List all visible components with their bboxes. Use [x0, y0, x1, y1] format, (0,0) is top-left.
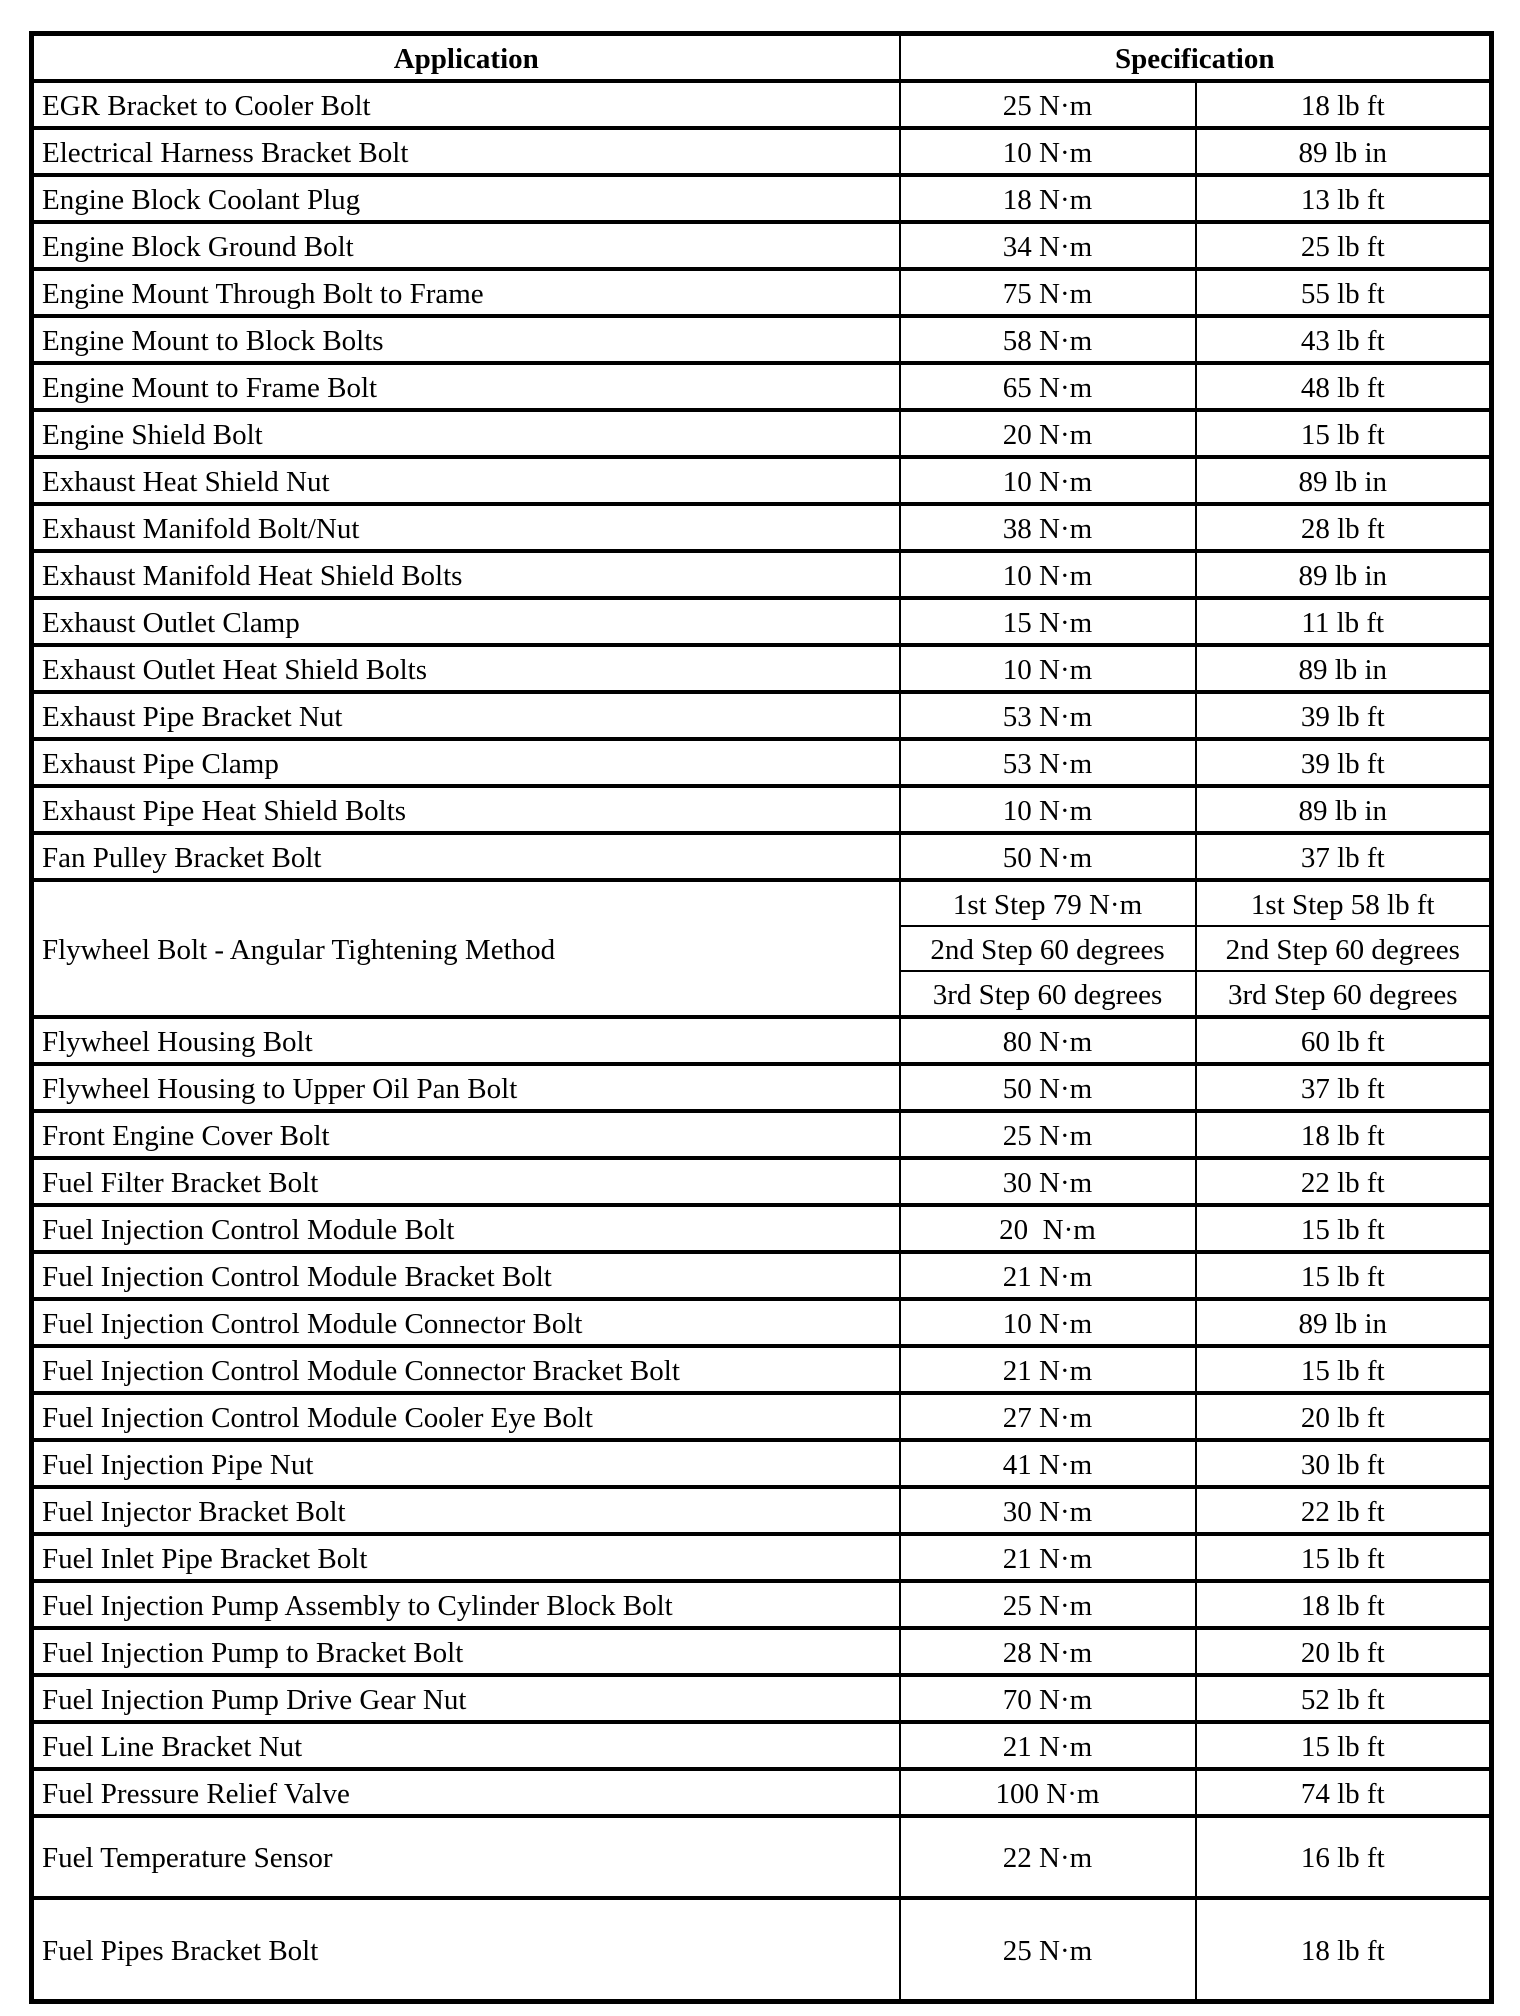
metric-value-cell: 25 N·m [900, 81, 1196, 128]
metric-value-cell: 53 N·m [900, 739, 1196, 786]
table-row [32, 504, 1492, 551]
imperial-value-cell: 89 lb in [1196, 1299, 1492, 1346]
imperial-value-cell: 39 lb ft [1196, 692, 1492, 739]
application-cell: Fuel Inlet Pipe Bracket Bolt [32, 1534, 900, 1581]
header-application: Application [32, 34, 900, 82]
application-cell: Fuel Injection Control Module Cooler Eye Bolt [32, 1393, 900, 1440]
imperial-value-cell: 22 lb ft [1196, 1487, 1492, 1534]
imperial-value-cell: 18 lb ft [1196, 1111, 1492, 1158]
metric-value-cell: 58 N·m [900, 316, 1196, 363]
table-row [32, 410, 1492, 457]
imperial-value-cell: 2nd Step 60 degrees [1196, 926, 1492, 971]
table-body [32, 81, 1492, 2002]
application-cell: EGR Bracket to Cooler Bolt [32, 81, 900, 128]
application-cell: Fuel Filter Bracket Bolt [32, 1158, 900, 1205]
imperial-value-cell: 89 lb in [1196, 457, 1492, 504]
metric-value-cell: 100 N·m [900, 1769, 1196, 1816]
metric-value-cell: 50 N·m [900, 1064, 1196, 1111]
imperial-value-cell: 89 lb in [1196, 128, 1492, 175]
imperial-value-cell: 55 lb ft [1196, 269, 1492, 316]
metric-value-cell: 10 N·m [900, 786, 1196, 833]
metric-value-cell: 2nd Step 60 degrees [900, 926, 1196, 971]
application-cell: Exhaust Outlet Heat Shield Bolts [32, 645, 900, 692]
table-row [32, 316, 1492, 363]
metric-value-cell: 20 N·m [900, 410, 1196, 457]
table-row [32, 1487, 1492, 1534]
table-row [32, 692, 1492, 739]
imperial-value-cell: 15 lb ft [1196, 1205, 1492, 1252]
application-cell: Fuel Injection Control Module Connector Bracket Bolt [32, 1346, 900, 1393]
table-row [32, 222, 1492, 269]
table-row [32, 1722, 1492, 1769]
table-row [32, 1898, 1492, 2002]
imperial-value-cell: 37 lb ft [1196, 833, 1492, 880]
application-cell: Engine Mount to Block Bolts [32, 316, 900, 363]
application-cell: Fuel Injection Pipe Nut [32, 1440, 900, 1487]
application-cell: Fuel Injection Control Module Bolt [32, 1205, 900, 1252]
metric-value-cell: 25 N·m [900, 1111, 1196, 1158]
imperial-value-cell: 20 lb ft [1196, 1628, 1492, 1675]
application-cell: Engine Block Coolant Plug [32, 175, 900, 222]
imperial-value-cell: 11 lb ft [1196, 598, 1492, 645]
metric-value-cell: 80 N·m [900, 1017, 1196, 1064]
imperial-value-cell: 20 lb ft [1196, 1393, 1492, 1440]
application-cell: Fuel Injection Pump to Bracket Bolt [32, 1628, 900, 1675]
table-row [32, 645, 1492, 692]
table-row [32, 1628, 1492, 1675]
metric-value-cell: 10 N·m [900, 551, 1196, 598]
imperial-value-cell: 30 lb ft [1196, 1440, 1492, 1487]
table-row [32, 81, 1492, 128]
table-row [32, 457, 1492, 504]
metric-value-cell: 27 N·m [900, 1393, 1196, 1440]
table-row [32, 1816, 1492, 1898]
imperial-value-cell: 28 lb ft [1196, 504, 1492, 551]
metric-value-cell: 70 N·m [900, 1675, 1196, 1722]
imperial-value-cell: 43 lb ft [1196, 316, 1492, 363]
application-cell: Front Engine Cover Bolt [32, 1111, 900, 1158]
table-row [32, 128, 1492, 175]
imperial-value-cell: 13 lb ft [1196, 175, 1492, 222]
application-cell: Exhaust Heat Shield Nut [32, 457, 900, 504]
table-row [32, 1534, 1492, 1581]
metric-value-cell: 75 N·m [900, 269, 1196, 316]
table-row [32, 1111, 1492, 1158]
table-row [32, 1393, 1492, 1440]
application-cell: Exhaust Pipe Heat Shield Bolts [32, 786, 900, 833]
application-cell: Electrical Harness Bracket Bolt [32, 128, 900, 175]
table-row [32, 1205, 1492, 1252]
application-cell: Exhaust Manifold Heat Shield Bolts [32, 551, 900, 598]
imperial-value-cell: 15 lb ft [1196, 410, 1492, 457]
imperial-value-cell: 89 lb in [1196, 645, 1492, 692]
table-row [32, 1581, 1492, 1628]
imperial-value-cell: 15 lb ft [1196, 1722, 1492, 1769]
application-cell: Exhaust Pipe Clamp [32, 739, 900, 786]
table-row [32, 1064, 1492, 1111]
metric-value-cell: 21 N·m [900, 1722, 1196, 1769]
application-cell: Fuel Line Bracket Nut [32, 1722, 900, 1769]
table-row [32, 833, 1492, 880]
table-header-row [32, 34, 1492, 82]
table-row [32, 598, 1492, 645]
table-row [32, 1158, 1492, 1205]
application-cell: Exhaust Outlet Clamp [32, 598, 900, 645]
imperial-value-cell: 60 lb ft [1196, 1017, 1492, 1064]
imperial-value-cell: 18 lb ft [1196, 1581, 1492, 1628]
application-cell: Flywheel Housing Bolt [32, 1017, 900, 1064]
imperial-value-cell: 89 lb in [1196, 551, 1492, 598]
metric-value-cell: 34 N·m [900, 222, 1196, 269]
application-cell: Fan Pulley Bracket Bolt [32, 833, 900, 880]
table-row-step [32, 880, 1492, 926]
metric-value-cell: 10 N·m [900, 645, 1196, 692]
metric-value-cell: 15 N·m [900, 598, 1196, 645]
metric-value-cell: 53 N·m [900, 692, 1196, 739]
metric-value-cell: 41 N·m [900, 1440, 1196, 1487]
metric-value-cell: 18 N·m [900, 175, 1196, 222]
application-cell: Fuel Temperature Sensor [32, 1816, 900, 1898]
metric-value-cell: 25 N·m [900, 1581, 1196, 1628]
table-row [32, 1346, 1492, 1393]
table-row [32, 1017, 1492, 1064]
metric-value-cell: 25 N·m [900, 1898, 1196, 2002]
application-cell: Engine Shield Bolt [32, 410, 900, 457]
metric-value-cell: 22 N·m [900, 1816, 1196, 1898]
imperial-value-cell: 1st Step 58 lb ft [1196, 880, 1492, 926]
imperial-value-cell: 74 lb ft [1196, 1769, 1492, 1816]
metric-value-cell: 21 N·m [900, 1534, 1196, 1581]
metric-value-cell: 1st Step 79 N·m [900, 880, 1196, 926]
metric-value-cell: 28 N·m [900, 1628, 1196, 1675]
imperial-value-cell: 89 lb in [1196, 786, 1492, 833]
imperial-value-cell: 18 lb ft [1196, 81, 1492, 128]
application-cell: Fuel Pressure Relief Valve [32, 1769, 900, 1816]
table-row [32, 786, 1492, 833]
application-cell: Fuel Injection Control Module Bracket Bolt [32, 1252, 900, 1299]
metric-value-cell: 10 N·m [900, 1299, 1196, 1346]
application-cell: Flywheel Bolt - Angular Tightening Method [32, 880, 900, 1017]
table-row [32, 175, 1492, 222]
imperial-value-cell: 16 lb ft [1196, 1816, 1492, 1898]
table-row [32, 739, 1492, 786]
application-cell: Fuel Pipes Bracket Bolt [32, 1898, 900, 2002]
imperial-value-cell: 22 lb ft [1196, 1158, 1492, 1205]
application-cell: Fuel Injection Pump Assembly to Cylinder Block Bolt [32, 1581, 900, 1628]
application-cell: Engine Block Ground Bolt [32, 222, 900, 269]
metric-value-cell: 20 N·m [900, 1205, 1196, 1252]
imperial-value-cell: 39 lb ft [1196, 739, 1492, 786]
imperial-value-cell: 15 lb ft [1196, 1252, 1492, 1299]
metric-value-cell: 50 N·m [900, 833, 1196, 880]
metric-value-cell: 38 N·m [900, 504, 1196, 551]
metric-value-cell: 21 N·m [900, 1252, 1196, 1299]
application-cell: Fuel Injection Control Module Connector Bolt [32, 1299, 900, 1346]
torque-specification-table [29, 31, 1494, 2004]
imperial-value-cell: 15 lb ft [1196, 1534, 1492, 1581]
metric-value-cell: 21 N·m [900, 1346, 1196, 1393]
imperial-value-cell: 15 lb ft [1196, 1346, 1492, 1393]
application-cell: Flywheel Housing to Upper Oil Pan Bolt [32, 1064, 900, 1111]
application-cell: Engine Mount to Frame Bolt [32, 363, 900, 410]
table-row [32, 1440, 1492, 1487]
table-row [32, 1252, 1492, 1299]
table-row [32, 269, 1492, 316]
imperial-value-cell: 25 lb ft [1196, 222, 1492, 269]
application-cell: Fuel Injection Pump Drive Gear Nut [32, 1675, 900, 1722]
application-cell: Exhaust Pipe Bracket Nut [32, 692, 900, 739]
application-cell: Engine Mount Through Bolt to Frame [32, 269, 900, 316]
metric-value-cell: 30 N·m [900, 1487, 1196, 1534]
imperial-value-cell: 52 lb ft [1196, 1675, 1492, 1722]
table-row [32, 1675, 1492, 1722]
metric-value-cell: 10 N·m [900, 457, 1196, 504]
table-row [32, 1299, 1492, 1346]
metric-value-cell: 3rd Step 60 degrees [900, 971, 1196, 1017]
imperial-value-cell: 48 lb ft [1196, 363, 1492, 410]
table-row [32, 363, 1492, 410]
imperial-value-cell: 3rd Step 60 degrees [1196, 971, 1492, 1017]
table-row [32, 551, 1492, 598]
header-specification: Specification [900, 34, 1492, 82]
imperial-value-cell: 18 lb ft [1196, 1898, 1492, 2002]
metric-value-cell: 10 N·m [900, 128, 1196, 175]
imperial-value-cell: 37 lb ft [1196, 1064, 1492, 1111]
application-cell: Fuel Injector Bracket Bolt [32, 1487, 900, 1534]
metric-value-cell: 65 N·m [900, 363, 1196, 410]
metric-value-cell: 30 N·m [900, 1158, 1196, 1205]
table-row [32, 1769, 1492, 1816]
application-cell: Exhaust Manifold Bolt/Nut [32, 504, 900, 551]
